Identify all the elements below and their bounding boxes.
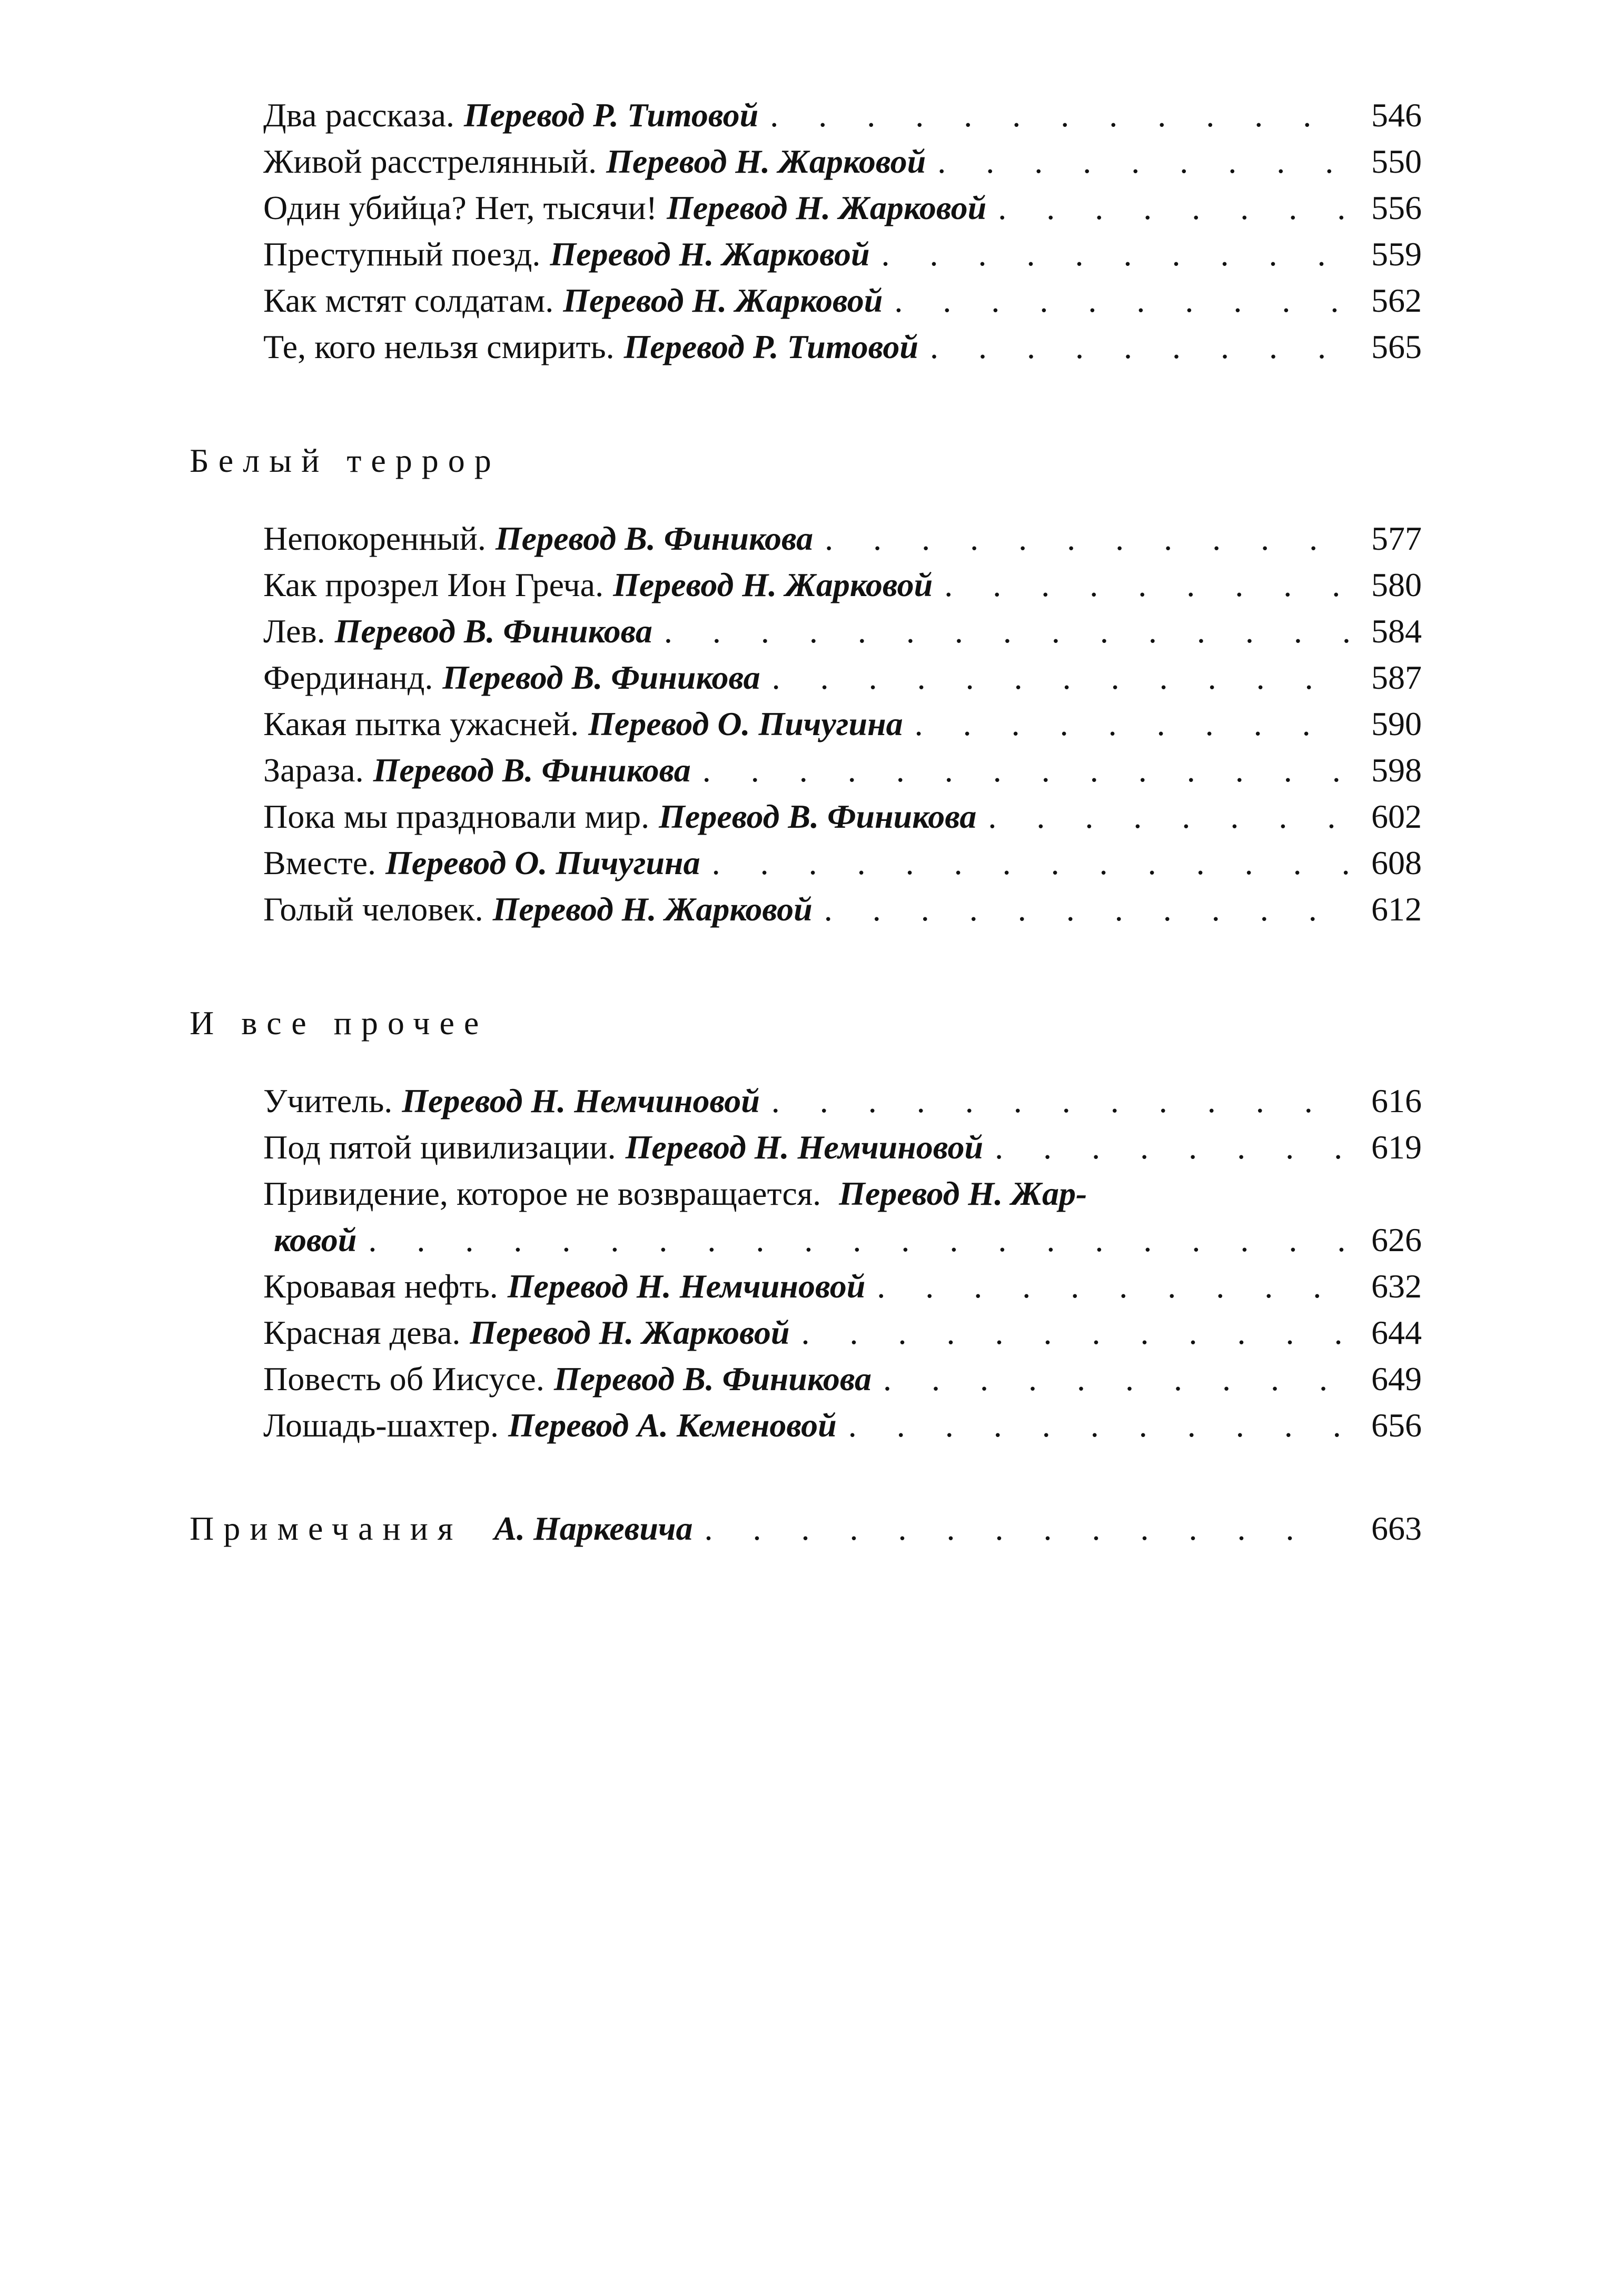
entry-translator: Перевод Н. Жарковой <box>667 189 987 226</box>
notes-page-number: 663 <box>1371 1510 1422 1547</box>
entry-title: Преступный поезд. <box>263 235 541 273</box>
entry-title: Повесть об Иисусе. <box>263 1360 544 1398</box>
entry-second-line <box>263 1217 1422 1263</box>
toc-entry <box>263 794 1422 840</box>
toc-entry <box>263 840 1422 886</box>
entry-translator: Перевод Н. Жарковой <box>606 143 926 180</box>
dot-leader <box>770 92 1350 138</box>
section-heading: Белый террор <box>190 442 501 479</box>
entry-translator: Перевод Н. Жарковой <box>563 282 883 319</box>
dot-leader <box>944 562 1350 608</box>
toc-entry <box>263 92 1422 138</box>
dot-leader <box>930 324 1350 370</box>
entry-page-number: 587 <box>1371 659 1422 696</box>
toc-entry <box>263 1310 1422 1356</box>
entry-title: Как мстят солдатам. <box>263 282 554 319</box>
entry-page-number: 565 <box>1371 328 1422 365</box>
entry-title: Лошадь-шахтер. <box>263 1406 499 1444</box>
entry-page-number: 616 <box>1371 1082 1422 1119</box>
toc-entry <box>263 278 1422 324</box>
dot-leader <box>824 886 1350 933</box>
entry-page-number: 546 <box>1371 96 1422 134</box>
entry-translator: Перевод Н. Немчиновой <box>507 1267 866 1305</box>
notes-entry <box>190 1505 1422 1552</box>
entry-title: Какая пытка ужасней. <box>263 705 579 742</box>
dot-leader <box>772 655 1350 701</box>
toc-entry <box>263 1171 1422 1263</box>
entry-page-number: 632 <box>1371 1267 1422 1305</box>
dot-leader <box>801 1310 1350 1356</box>
entry-title: Непокоренный. <box>263 520 486 557</box>
entry-title: Как прозрел Ион Греча. <box>263 566 604 603</box>
entry-title: Голый человек. <box>263 890 483 928</box>
toc-entry <box>263 886 1422 933</box>
entry-translator: Перевод А. Кеменовой <box>508 1406 837 1444</box>
entry-title: Те, кого нельзя смирить. <box>263 328 615 365</box>
entry-translator: Перевод Н. Жарковой <box>613 566 933 603</box>
entry-translator: Перевод В. Финикова <box>442 659 760 696</box>
entry-translator: Перевод Н. Жар- <box>839 1175 1087 1212</box>
entry-translator: Перевод В. Финикова <box>334 612 652 650</box>
dot-leader <box>771 1078 1350 1124</box>
entry-title: Два рассказа. <box>263 96 454 134</box>
toc-entry <box>263 324 1422 370</box>
dot-leader <box>825 516 1350 562</box>
dot-leader <box>937 138 1350 185</box>
table-of-contents <box>190 92 1422 1552</box>
notes-author: А. Наркевича <box>494 1510 693 1547</box>
entry-page-number: 602 <box>1371 798 1422 835</box>
entry-translator: Перевод Н. Немчиновой <box>402 1082 760 1119</box>
entry-page-number: 550 <box>1371 143 1422 180</box>
toc-entry <box>263 562 1422 608</box>
entry-page-number: 562 <box>1371 282 1422 319</box>
entry-translator: Перевод Н. Жарковой <box>492 890 813 928</box>
toc-entry <box>263 1124 1422 1171</box>
toc-entry <box>263 1078 1422 1124</box>
entry-translator: Перевод Н. Жарковой <box>470 1314 790 1351</box>
toc-entry <box>263 185 1422 231</box>
entry-page-number: 612 <box>1371 890 1422 928</box>
entry-translator: Перевод Н. Жарковой <box>550 235 870 273</box>
entry-page-number: 577 <box>1371 520 1422 557</box>
entry-title: Пока мы праздновали мир. <box>263 798 650 835</box>
toc-entry <box>263 1402 1422 1449</box>
entry-title: Кровавая нефть. <box>263 1267 498 1305</box>
entry-translator: Перевод Н. Немчиновой <box>625 1128 984 1166</box>
toc-entry <box>263 747 1422 794</box>
entry-page-number: 590 <box>1371 705 1422 742</box>
dot-leader <box>848 1402 1350 1449</box>
dot-leader <box>705 1505 1333 1552</box>
dot-leader <box>998 185 1350 231</box>
toc-entry <box>263 138 1422 185</box>
entry-translator: Перевод О. Пичугина <box>385 844 700 881</box>
dot-leader <box>877 1263 1350 1310</box>
dot-leader <box>894 278 1350 324</box>
entry-title: Фердинанд. <box>263 659 433 696</box>
dot-leader <box>883 1356 1350 1402</box>
dot-leader <box>988 794 1350 840</box>
entry-title: Вместе. <box>263 844 376 881</box>
entry-title: Лев. <box>263 612 325 650</box>
entry-translator: Перевод В. Финикова <box>495 520 814 557</box>
entry-page-number: 556 <box>1371 189 1422 226</box>
entry-translator-continued: ковой <box>274 1221 357 1259</box>
entry-translator: Перевод О. Пичугина <box>588 705 903 742</box>
entry-page-number: 580 <box>1371 566 1422 603</box>
entry-translator: Перевод В. Финикова <box>553 1360 872 1398</box>
dot-leader <box>882 231 1350 278</box>
toc-entry <box>263 608 1422 655</box>
dot-leader <box>702 747 1350 794</box>
toc-entry <box>263 701 1422 747</box>
entry-title: Привидение, которое не возвращается. <box>263 1175 821 1212</box>
entry-translator: Перевод В. Финикова <box>373 751 691 789</box>
dot-leader <box>915 701 1350 747</box>
entry-page-number: 608 <box>1371 844 1422 881</box>
dot-leader <box>712 840 1350 886</box>
entry-page-number: 584 <box>1371 612 1422 650</box>
entry-translator: Перевод Р. Титовой <box>623 328 918 365</box>
entry-title: Один убийца? Нет, тысячи! <box>263 189 658 226</box>
entry-page-number: 619 <box>1371 1128 1422 1166</box>
entry-page-number: 649 <box>1371 1360 1422 1398</box>
dot-leader <box>995 1124 1350 1171</box>
entry-title: Красная дева. <box>263 1314 461 1351</box>
entry-first-line <box>263 1171 1422 1217</box>
entry-translator: Перевод В. Финикова <box>659 798 977 835</box>
toc-entry <box>263 516 1422 562</box>
entry-page-number: 626 <box>1371 1221 1422 1259</box>
toc-entry <box>263 1263 1422 1310</box>
entry-page-number: 644 <box>1371 1314 1422 1351</box>
entry-title: Учитель. <box>263 1082 393 1119</box>
toc-entry <box>263 655 1422 701</box>
entry-title: Под пятой цивилизации. <box>263 1128 616 1166</box>
entry-translator: Перевод Р. Титовой <box>463 96 759 134</box>
section-heading: И все прочее <box>190 1004 489 1042</box>
entry-page-number: 656 <box>1371 1406 1422 1444</box>
entry-page-number: 559 <box>1371 235 1422 273</box>
entry-title: Живой расстрелянный. <box>263 143 597 180</box>
entry-page-number: 598 <box>1371 751 1422 789</box>
entry-title: Зараза. <box>263 751 364 789</box>
notes-label: Примечания <box>190 1510 463 1547</box>
toc-entry <box>263 1356 1422 1402</box>
dot-leader <box>664 608 1350 655</box>
toc-entry <box>263 231 1422 278</box>
dot-leader <box>368 1217 1350 1263</box>
